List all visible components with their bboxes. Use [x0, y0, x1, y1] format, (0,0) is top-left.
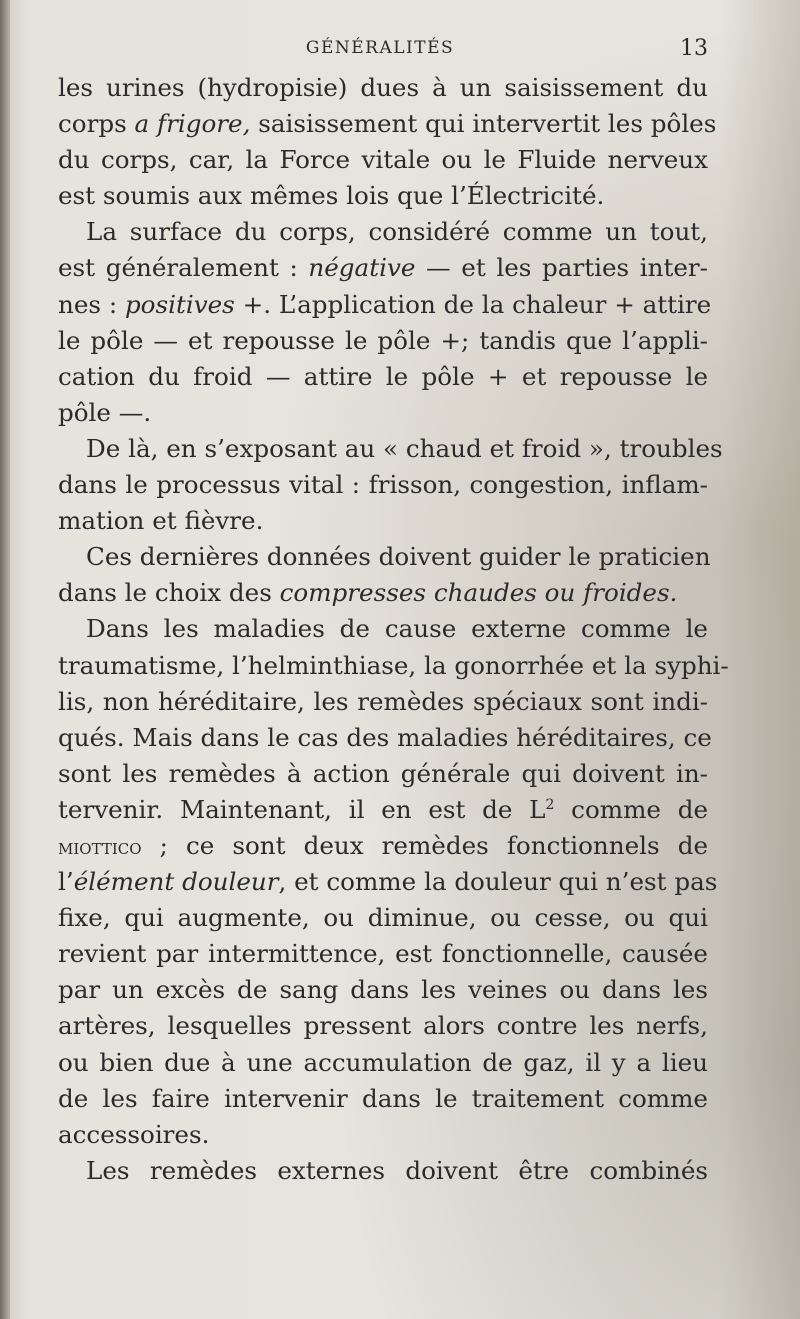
text-line	[58, 684, 708, 720]
body-text	[58, 70, 729, 1189]
text-run: ; ce sont deux remèdes fonctionnels de	[141, 830, 708, 860]
text-line	[58, 70, 708, 106]
text-run: traumatisme, l’helminthiase, la gonorrhée et la syphi-	[58, 650, 729, 680]
text-run: Dans les maladies de cause externe comme le	[86, 614, 708, 644]
text-run: corps	[58, 109, 135, 139]
text-run: du corps, car, la Force vitale ou le Fluide nerveux	[58, 145, 708, 175]
text-run: — et les parties inter-	[415, 253, 708, 283]
text-line	[58, 1117, 708, 1153]
text-line	[58, 936, 708, 972]
text-run: Ces dernières données doivent guider le praticien	[86, 542, 711, 572]
text-line	[58, 539, 711, 575]
text-line	[58, 720, 712, 756]
text-run: mation et fièvre.	[58, 506, 264, 536]
text-line	[58, 864, 718, 900]
page-header	[60, 36, 708, 66]
text-line	[58, 431, 723, 467]
text-line	[58, 575, 708, 611]
text-run: sont les remèdes à action générale qui doivent in-	[58, 758, 708, 788]
text-line	[58, 972, 708, 1008]
text-run: les urines (hydropisie) dues à un saisissement du	[58, 73, 708, 102]
text-line	[58, 503, 708, 539]
text-run: saisissement qui intervertit les pôles	[250, 109, 717, 139]
text-run: fixe, qui augmente, ou diminue, ou cesse, ou qui	[58, 903, 708, 933]
text-run: La surface du corps, considéré comme un tout,	[86, 217, 708, 247]
text-run: Les remèdes externes doivent être combinés	[86, 1155, 708, 1185]
text-run: ou bien due à une accumulation de gaz, il y a lieu	[58, 1047, 708, 1077]
text-line	[58, 359, 708, 395]
text-run: tervenir. Maintenant, il en est de L	[58, 794, 546, 824]
text-run: cation du froid — attire le pôle + et repousse le	[58, 361, 708, 391]
text-run: +. L’application de la chaleur + attire	[234, 289, 712, 319]
text-line	[58, 1153, 708, 1189]
text-line	[58, 611, 708, 647]
text-line	[58, 214, 708, 250]
text-run: De là, en s’exposant au « chaud et froid », troubles	[86, 433, 723, 463]
text-run: dans le choix des	[58, 578, 280, 608]
italic-run: négative	[308, 253, 416, 283]
binding-edge	[0, 0, 10, 1319]
text-run: , et comme la douleur qui n’est pas	[278, 867, 718, 897]
text-line	[58, 467, 708, 503]
text-run: nes :	[58, 289, 125, 319]
text-run: qués. Mais dans le cas des maladies héréditaires, ce	[58, 722, 712, 752]
italic-run: a frigore,	[134, 109, 251, 139]
text-line	[58, 648, 729, 684]
text-run: est soumis aux mêmes lois que l’Électricité.	[58, 181, 605, 211]
text-line	[58, 1045, 708, 1081]
text-run: le pôle — et repousse le pôle +; tandis que l’appli-	[58, 325, 708, 355]
text-line	[58, 106, 717, 142]
text-run: l’	[58, 867, 74, 897]
text-run: pôle —.	[58, 397, 152, 427]
text-run: lis, non héréditaire, les remèdes spéciaux sont indi-	[58, 686, 708, 716]
text-line	[58, 900, 708, 936]
text-run: par un excès de sang dans les veines ou dans les	[58, 975, 708, 1005]
text-line	[58, 395, 708, 431]
page-number: 13	[680, 36, 708, 61]
text-run: accessoires.	[58, 1119, 210, 1149]
text-run: est généralement :	[58, 253, 309, 283]
text-run: comme de	[554, 794, 708, 824]
superscript: 2	[545, 796, 555, 813]
text-run: dans le processus vital : frisson, congestion, inflam-	[58, 470, 708, 500]
text-line	[58, 1008, 708, 1044]
text-line	[58, 250, 708, 286]
text-line	[58, 1081, 708, 1117]
text-run: de les faire intervenir dans le traitement comme	[58, 1083, 708, 1113]
small-caps-run: miottico	[58, 834, 142, 860]
text-line	[58, 756, 708, 792]
text-line	[58, 178, 708, 214]
italic-run: élément douleur	[73, 867, 279, 897]
running-head: GÉNÉRALITÉS	[305, 38, 455, 58]
italic-run: positives	[124, 289, 235, 319]
text-line	[58, 323, 708, 359]
text-line	[58, 792, 708, 828]
text-run: revient par intermittence, est fonctionnelle, causée	[58, 939, 708, 969]
text-run: artères, lesquelles pressent alors contre les nerfs,	[58, 1011, 708, 1041]
text-line	[58, 828, 708, 864]
text-line	[58, 287, 712, 323]
italic-run: compresses chaudes ou froides.	[279, 578, 678, 608]
text-line	[58, 142, 708, 178]
